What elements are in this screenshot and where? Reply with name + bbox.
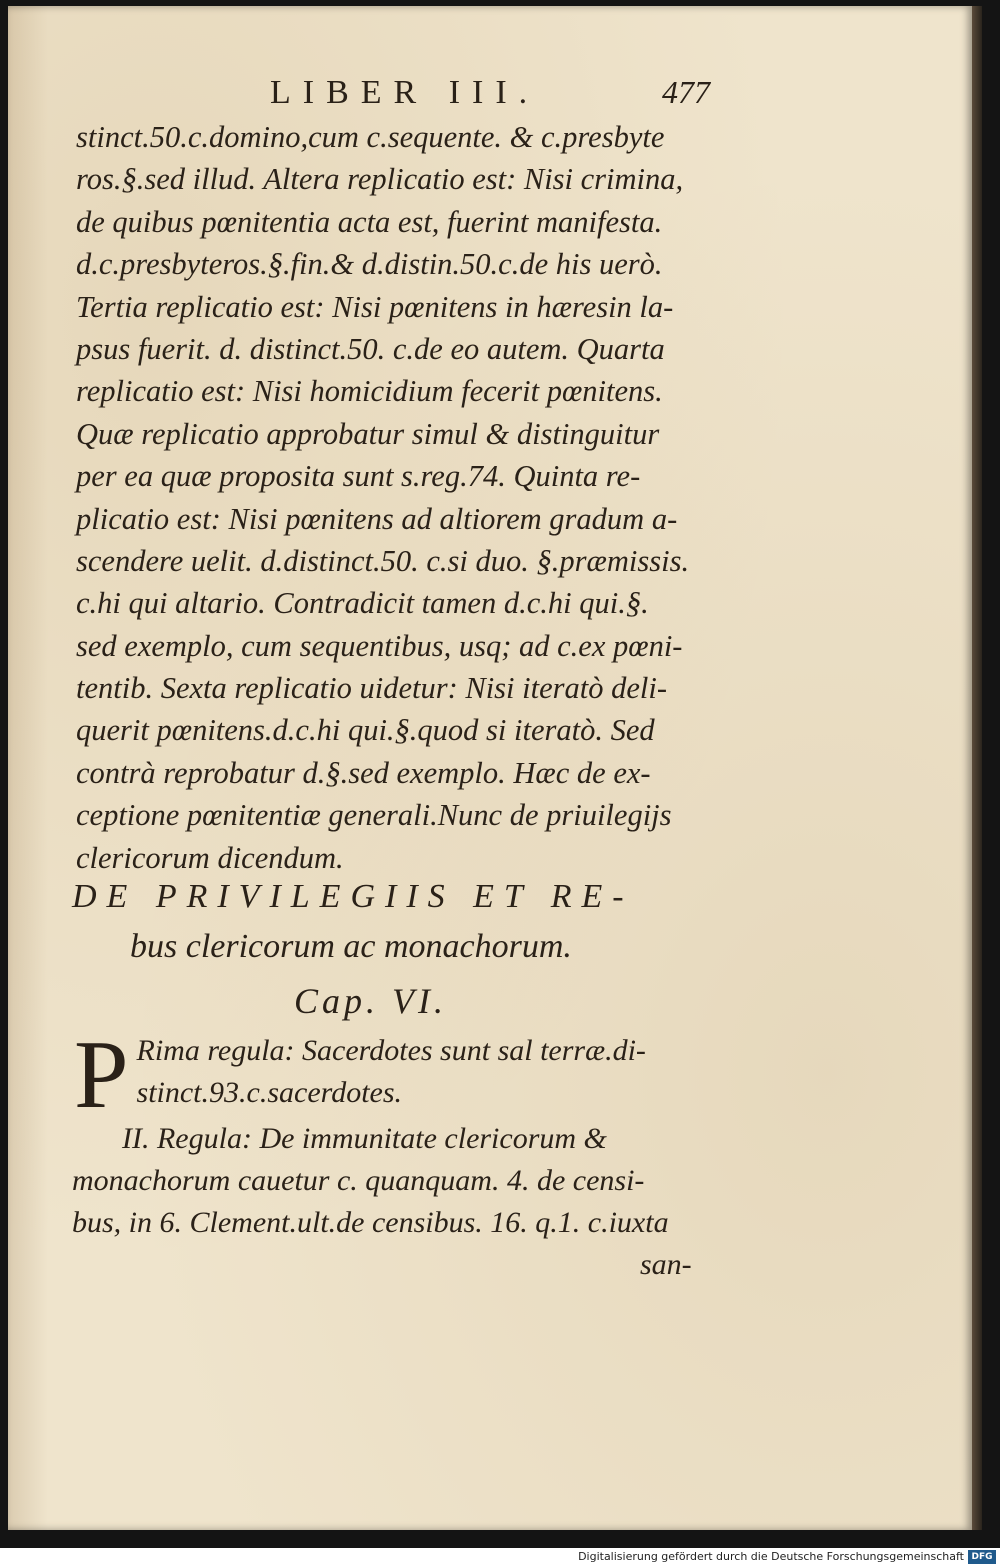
text-line: bus, in 6. Clement.ult.de censibus. 16. q.1. c.iuxta (72, 1206, 669, 1239)
text-line: scendere uelit. d.distinct.50. c.si duo. §.præmissis. (76, 543, 690, 578)
chapter-heading (72, 878, 712, 1030)
page-edge (972, 6, 982, 1530)
text-line: de quibus pœnitentia acta est, fuerint manifesta. (76, 204, 663, 239)
dfg-logo: DFG (968, 1550, 996, 1564)
text-line: ceptione pœnitentiæ generali.Nunc de priuilegijs (76, 798, 672, 833)
funding-credit: Digitalisierung gefördert durch die Deutsche Forschungsgemeinschaft (578, 1550, 964, 1563)
text-line: contrà reprobatur d.§.sed exemplo. Hæc de ex- (76, 755, 651, 790)
text-line: Tertia replicatio est: Nisi pœnitens in hæresin la- (76, 289, 674, 324)
text-line: psus fuerit. d. distinct.50. c.de eo autem. Quarta (76, 331, 665, 366)
page-number: 477 (662, 74, 710, 110)
text-line: ros.§.sed illud. Altera replicatio est: Nisi crimina, (76, 162, 684, 197)
text-line: querit pœnitens.d.c.hi qui.§.quod si iteratò. Sed (76, 713, 655, 748)
text-line: Rima regula: Sacerdotes sunt sal terræ.di- (136, 1034, 646, 1067)
text-line: tentib. Sexta replicatio uidetur: Nisi iteratò deli- (76, 671, 667, 706)
page-header (270, 74, 710, 118)
text-line: per ea quæ proposita sunt s.reg.74. Quinta re- (76, 459, 641, 494)
chapter-number: Cap. VI. (294, 981, 447, 1021)
text-line: clericorum dicendum. (76, 840, 344, 875)
chapter-title-line2: bus clericorum ac monachorum. (130, 928, 572, 965)
catchword: san- (640, 1248, 692, 1281)
text-line: replicatio est: Nisi homicidium fecerit pœnitens. (76, 374, 663, 409)
section-text (72, 1021, 712, 1244)
text-line: sed exemplo, cum sequentibus, usq; ad c.ex pœni- (76, 628, 683, 663)
text-line: stinct.50.c.domino,cum c.sequente. & c.presbyte (76, 120, 665, 154)
drop-cap: P (74, 1021, 129, 1129)
footer-bar (0, 1548, 1000, 1568)
text-line: II. Regula: De immunitate clericorum & (122, 1122, 607, 1155)
text-line: c.hi qui altario. Contradicit tamen d.c.hi qui.§. (76, 586, 649, 621)
running-head: LIBER III. (270, 74, 540, 111)
text-line: monachorum cauetur c. quanquam. 4. de censi- (72, 1164, 645, 1197)
text-line: plicatio est: Nisi pœnitens ad altiorem gradum a- (76, 501, 678, 536)
text-line: d.c.presbyteros.§.fin.& d.distin.50.c.de his uerò. (76, 247, 663, 282)
text-line: Quæ replicatio approbatur simul & distinguitur (76, 416, 660, 451)
text-line: stinct.93.c.sacerdotes. (136, 1076, 403, 1109)
chapter-title-line1: DE PRIVILEGIIS ET RE- (72, 878, 634, 915)
body-text (76, 116, 716, 879)
